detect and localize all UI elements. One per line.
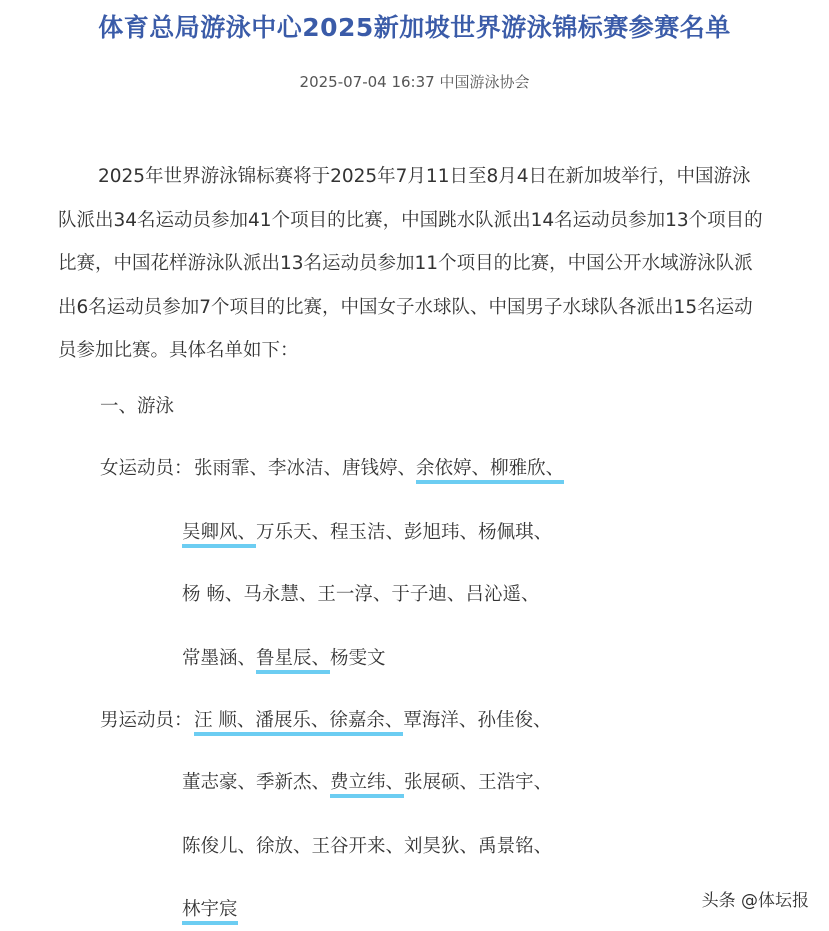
- article-title: 体育总局游泳中心2025新加坡世界游泳锦标赛参赛名单: [98, 13, 731, 42]
- men-athlete-name: 张展硕、: [404, 772, 479, 793]
- women-athlete-name: 张雨霏、: [194, 458, 269, 479]
- men-athlete-name: 王谷开来、: [311, 836, 405, 857]
- men-athlete-name: 汪 顺、: [194, 710, 255, 736]
- men-athlete-name: 覃海洋、: [403, 710, 478, 731]
- men-athlete-name: 王浩宇、: [478, 772, 553, 793]
- article-meta: 2025-07-04 16:37 中国游泳协会: [299, 73, 530, 91]
- men-athlete-name: 刘昊狄、: [404, 836, 479, 857]
- women-athlete-name: 杨 畅、: [182, 584, 244, 605]
- women-athlete-name: 常墨涵、: [182, 648, 257, 669]
- women-athlete-name: 于子迪、: [391, 584, 466, 605]
- women-label: 女运动员：: [100, 458, 193, 479]
- women-athlete-name: 鲁星辰、: [256, 648, 330, 674]
- men-athlete-name: 费立纬、: [330, 772, 404, 798]
- women-athlete-name: 万乐天、: [256, 522, 331, 543]
- women-line-2: [182, 516, 552, 550]
- women-athlete-name: 唐钱婷、: [342, 458, 417, 479]
- men-athlete-name: 徐放、: [256, 836, 312, 857]
- women-line-3: [182, 578, 539, 612]
- men-label: 男运动员：: [100, 710, 193, 731]
- section-heading-swimming: 一、游泳: [100, 396, 175, 417]
- women-athlete-name: 杨佩琪、: [478, 522, 553, 543]
- men-line-1: [194, 704, 551, 738]
- men-athlete-name: 禹景铭、: [478, 836, 553, 857]
- men-athlete-name: 季新杰、: [256, 772, 331, 793]
- women-athlete-name: 余依婷、: [416, 458, 490, 484]
- men-athlete-name: 陈俊儿、: [182, 836, 257, 857]
- men-athlete-name: 潘展乐、: [255, 710, 329, 736]
- women-line-1: [194, 452, 564, 486]
- men-athlete-name: 董志豪、: [182, 772, 257, 793]
- women-athlete-name: 彭旭玮、: [404, 522, 479, 543]
- men-athlete-name: 林宇宸: [182, 899, 238, 925]
- women-athlete-name: 马永慧、: [243, 584, 318, 605]
- intro-paragraph: 2025年世界游泳锦标赛将于2025年7月11日至8月4日在新加坡举行，中国游泳队派出34名运动员参加41个项目的比赛，中国跳水队派出14名运动员参加13个项目的比赛，中国花样游泳队派出13名运动员参加11个项目的比赛，中国公开水域游泳队派出6名运动员参加7个项目的比赛，中国女子水球队、中国男子水球队各派出15名运动员参加比赛。具体名单如下：: [58, 166, 763, 361]
- women-athlete-name: 程玉洁、: [330, 522, 405, 543]
- men-line-2: [182, 766, 552, 800]
- women-athlete-name: 王一淳、: [317, 584, 392, 605]
- women-athlete-name: 吴卿风、: [182, 522, 256, 548]
- men-line-4: [182, 893, 238, 927]
- women-line-4: [182, 642, 386, 676]
- men-athlete-name: 孙佳俊、: [477, 710, 552, 731]
- women-athlete-name: 杨雯文: [330, 648, 386, 669]
- women-athlete-name: 吕沁遥、: [465, 584, 540, 605]
- women-athlete-name: 李冰洁、: [268, 458, 343, 479]
- source-watermark: 头条 @体坛报: [701, 891, 809, 911]
- women-athlete-name: 柳雅欣、: [490, 458, 564, 484]
- men-athlete-name: 徐嘉余、: [329, 710, 403, 736]
- men-line-3: [182, 830, 552, 864]
